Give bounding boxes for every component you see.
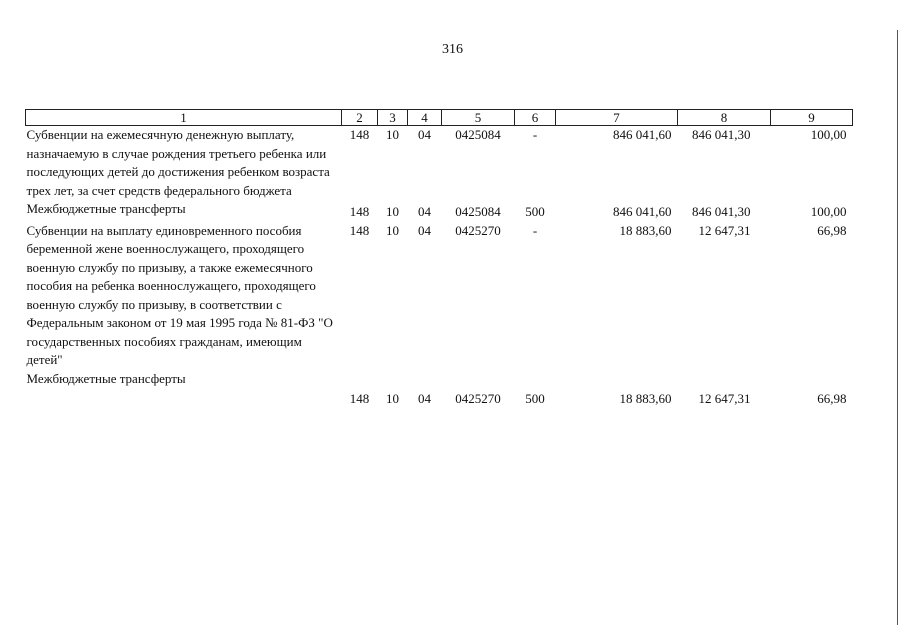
- cell-col-2: 148: [349, 204, 370, 219]
- row-name: Межбюджетные трансферты: [26, 201, 186, 216]
- table-row: [26, 126, 853, 201]
- budget-table: [25, 109, 853, 408]
- cell-col-6: -: [532, 222, 538, 238]
- header-col-1: 1: [26, 110, 342, 126]
- cell-col-3: 10: [386, 204, 399, 219]
- cell-col-9: 66,98: [817, 390, 847, 406]
- cell-col-8: 12 647,31: [698, 222, 751, 238]
- header-row: [26, 110, 853, 126]
- cell-col-3: 10: [386, 127, 399, 142]
- cell-col-2: 148: [349, 127, 370, 142]
- cell-col-6: 500: [525, 390, 545, 406]
- cell-col-9: 66,98: [817, 222, 847, 238]
- cell-col-7: 846 041,60: [613, 204, 672, 219]
- header-col-3: 3: [378, 110, 408, 126]
- cell-col-4: 04: [418, 390, 431, 406]
- row-name: Субвенции на выплату единовременного пособия беременной жене военнослужащего, проходящего военную службу по призыву, а также ежемесячного пособия на ребенка военнослужащего, проходящего военную службу по призыву, в соответствии с Федеральным законом от 19 мая 1995 года № 81-ФЗ "О государственных пособиях гражданам, имеющим детей": [26, 222, 333, 367]
- table-row: [26, 370, 853, 409]
- cell-col-4: 04: [418, 204, 431, 219]
- page-edge-line: [897, 30, 898, 625]
- row-name: Субвенции на ежемесячную денежную выплату, назначаемую в случае рождения третьего ребенка или последующих детей до достижения ребенком возраста трех лет, за счет средств федерального бюджета: [26, 127, 330, 198]
- cell-col-4: 04: [418, 127, 431, 142]
- header-col-6: 6: [515, 110, 556, 126]
- cell-col-5: 0425270: [455, 390, 501, 406]
- cell-col-8: 12 647,31: [698, 390, 751, 406]
- cell-col-2: 148: [349, 222, 370, 238]
- cell-col-8: 846 041,30: [692, 127, 751, 142]
- cell-col-7: 18 883,60: [619, 390, 672, 406]
- table-body: [26, 126, 853, 409]
- cell-col-6: 500: [525, 204, 545, 219]
- row-name: Межбюджетные трансферты: [26, 370, 186, 386]
- cell-col-2: 148: [349, 390, 370, 406]
- table-header: [26, 110, 853, 126]
- cell-col-3: 10: [386, 222, 399, 238]
- cell-col-9: 100,00: [810, 204, 847, 219]
- cell-col-5: 0425270: [455, 222, 501, 238]
- header-col-8: 8: [678, 110, 771, 126]
- header-col-9: 9: [771, 110, 853, 126]
- header-col-5: 5: [442, 110, 515, 126]
- header-col-4: 4: [408, 110, 442, 126]
- cell-col-8: 846 041,30: [692, 204, 751, 219]
- cell-col-7: 846 041,60: [613, 127, 672, 142]
- page-number: 316: [442, 42, 463, 57]
- cell-col-7: 18 883,60: [619, 222, 672, 238]
- cell-col-6: -: [532, 127, 538, 142]
- table-row: [26, 222, 853, 370]
- header-col-2: 2: [342, 110, 378, 126]
- header-col-7: 7: [556, 110, 678, 126]
- table-row: [26, 200, 853, 222]
- cell-col-5: 0425084: [455, 204, 501, 219]
- cell-col-5: 0425084: [455, 127, 501, 142]
- cell-col-4: 04: [418, 222, 431, 238]
- cell-col-9: 100,00: [810, 127, 847, 142]
- cell-col-3: 10: [386, 390, 399, 406]
